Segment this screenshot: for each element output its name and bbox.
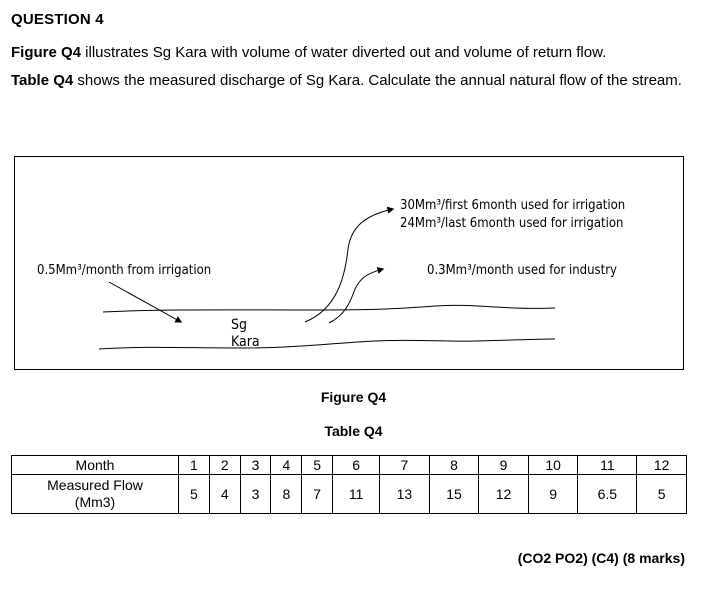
return-flow-label: 0.5Mm³/month from irrigation xyxy=(37,263,212,278)
month-cell: 7 xyxy=(380,456,430,475)
irrigation-last-label: 24Mm³/last 6month used for irrigation xyxy=(400,216,624,231)
flow-cell: 5 xyxy=(179,475,210,514)
flow-cell: 7 xyxy=(302,475,333,514)
month-cell: 6 xyxy=(333,456,380,475)
figure-q4-diagram xyxy=(14,156,684,370)
river-name-line-1: Sg xyxy=(231,317,247,333)
irrigation-first-label: 30Mm³/first 6month used for irrigation xyxy=(400,198,626,213)
irrigation-diversion-arrow xyxy=(305,209,393,322)
figure-caption: Figure Q4 xyxy=(320,389,387,405)
flow-cell: 8 xyxy=(271,475,302,514)
table-reference: Table Q4 xyxy=(11,72,74,89)
flow-cell: 3 xyxy=(240,475,271,514)
figure-reference: Figure Q4 xyxy=(11,44,82,61)
flow-cell: 6.5 xyxy=(578,475,637,514)
month-cell: 1 xyxy=(179,456,210,475)
industry-diversion-arrow xyxy=(329,269,383,323)
month-cell: 12 xyxy=(637,456,687,475)
month-cell: 2 xyxy=(209,456,240,475)
month-cell: 10 xyxy=(528,456,578,475)
flow-cell: 11 xyxy=(333,475,380,514)
month-header: Month xyxy=(12,456,179,475)
month-cell: 5 xyxy=(302,456,333,475)
question-line-2: shows the measured discharge of Sg Kara. Calculate the annual natural flow of the stream. xyxy=(73,72,682,89)
table-row-month xyxy=(12,456,687,475)
flow-cell: 9 xyxy=(528,475,578,514)
month-cell: 9 xyxy=(479,456,529,475)
industry-label: 0.3Mm³/month used for industry xyxy=(427,263,617,278)
flow-cell: 15 xyxy=(429,475,479,514)
flow-cell: 13 xyxy=(380,475,430,514)
flow-header xyxy=(12,475,179,514)
table-caption: Table Q4 xyxy=(324,423,383,439)
question-line-1: illustrates Sg Kara with volume of water diverted out and volume of return flow. xyxy=(81,44,607,61)
flow-cell: 12 xyxy=(479,475,529,514)
month-cell: 11 xyxy=(578,456,637,475)
river-bank-lower xyxy=(99,339,555,349)
question-title: QUESTION 4 xyxy=(11,11,104,28)
flow-header-line-2: (Mm3) xyxy=(74,494,116,510)
flow-header-line-1: Measured Flow xyxy=(47,477,143,493)
month-cell: 3 xyxy=(240,456,271,475)
month-cell: 8 xyxy=(429,456,479,475)
question-text xyxy=(11,39,701,95)
flow-cell: 4 xyxy=(209,475,240,514)
marks-allocation: (CO2 PO2) (C4) (8 marks) xyxy=(517,550,685,566)
river-bank-upper xyxy=(103,305,555,312)
return-flow-arrow xyxy=(109,282,181,322)
flow-cell: 5 xyxy=(637,475,687,514)
discharge-table xyxy=(11,455,687,514)
river-name-line-2: Kara xyxy=(231,334,260,350)
month-cell: 4 xyxy=(271,456,302,475)
table-row-flow xyxy=(12,475,687,514)
